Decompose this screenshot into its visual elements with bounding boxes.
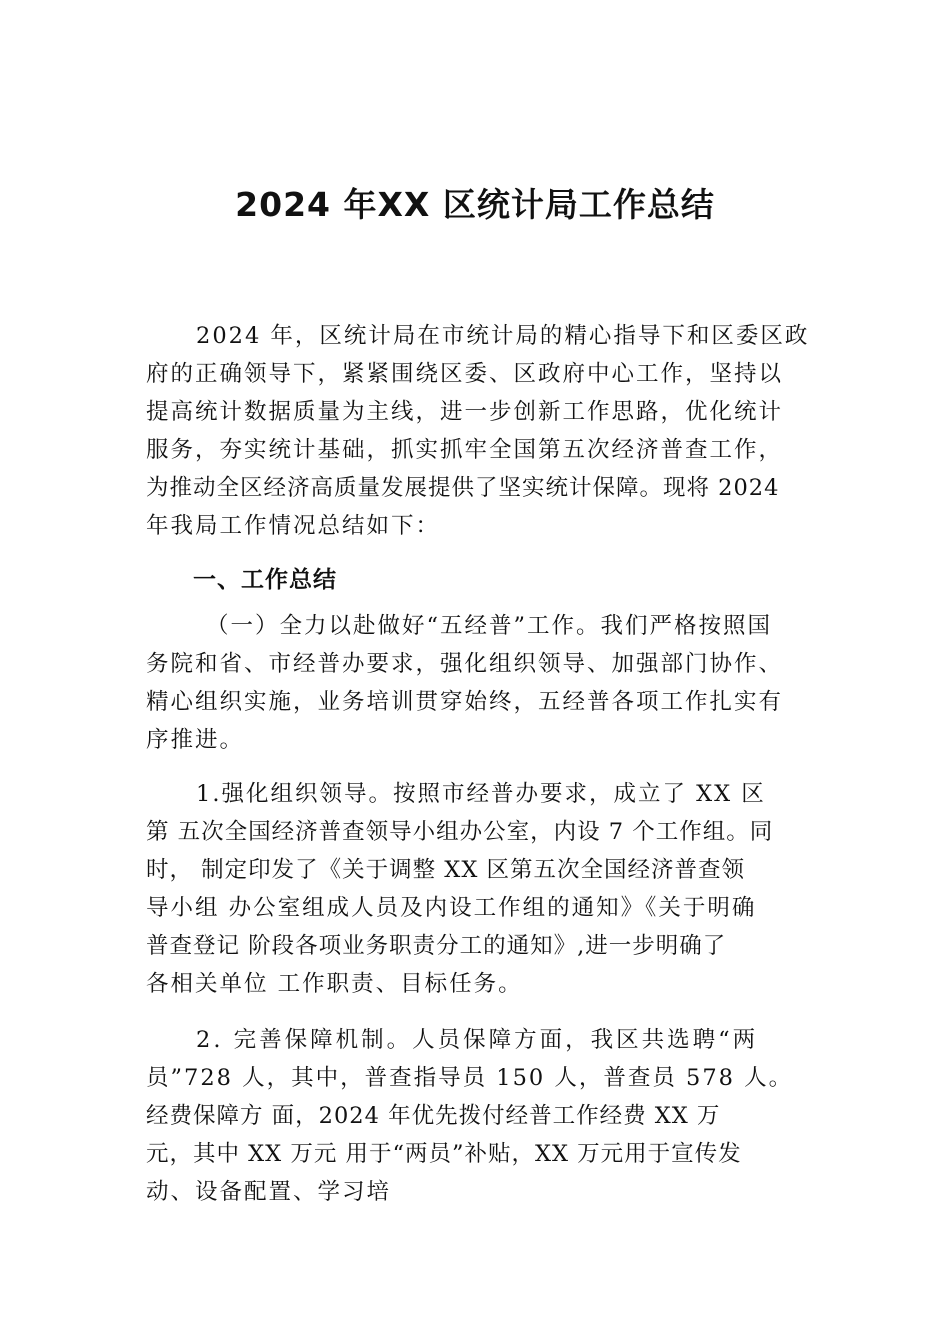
- section-heading: 一、工作总结: [193, 567, 337, 593]
- item2-line: 2. 完善保障机制。人员保障方面，我区共选聘“两: [196, 1027, 759, 1053]
- item1-line: 第 五次全国经济普查领导小组办公室，内设 7 个工作组。同: [146, 819, 774, 845]
- item1-line: 时， 制定印发了《关于调整 XX 区第五次全国经济普查领: [146, 857, 745, 883]
- item1-line: 普查登记 阶段各项业务职责分工的通知》,进一步明确了: [146, 933, 727, 959]
- item2-line: 经费保障方 面，2024 年优先拨付经普工作经费 XX 万: [146, 1103, 721, 1129]
- subsection-line: （一）全力以赴做好“五经普”工作。我们严格按照国: [206, 613, 773, 639]
- item2-line: 元，其中 XX 万元 用于“两员”补贴，XX 万元用于宣传发: [146, 1141, 742, 1167]
- intro-line: 服务，夯实统计基础，抓实抓牢全国第五次经济普查工作，: [146, 437, 784, 463]
- item1-line: 导小组 办公室组成人员及内设工作组的通知》《关于明确: [146, 895, 757, 921]
- item1-line: 各相关单位 工作职责、目标任务。: [146, 971, 523, 997]
- item1-line: 1.强化组织领导。按照市经普办要求，成立了 XX 区: [196, 781, 766, 807]
- intro-line: 为推动全区经济高质量发展提供了坚实统计保障。现将 2024: [146, 475, 780, 501]
- intro-line: 提高统计数据质量为主线，进一步创新工作思路，优化统计: [146, 399, 784, 425]
- subsection-line: 精心组织实施，业务培训贯穿始终，五经普各项工作扎实有: [146, 689, 784, 715]
- item2-line: 员”728 人，其中，普查指导员 150 人，普查员 578 人。: [146, 1065, 794, 1091]
- intro-line: 年我局工作情况总结如下：: [146, 513, 441, 539]
- subsection-line: 序推进。: [146, 727, 245, 753]
- intro-line: 府的正确领导下，紧紧围绕区委、区政府中心工作，坚持以: [146, 361, 784, 387]
- document-title: 2024 年XX 区统计局工作总结: [235, 185, 715, 224]
- subsection-line: 务院和省、市经普办要求，强化组织领导、加强部门协作、: [146, 651, 784, 677]
- intro-line: 2024 年，区统计局在市统计局的精心指导下和区委区政: [196, 323, 810, 349]
- item2-line: 动、设备配置、学习培: [146, 1179, 392, 1205]
